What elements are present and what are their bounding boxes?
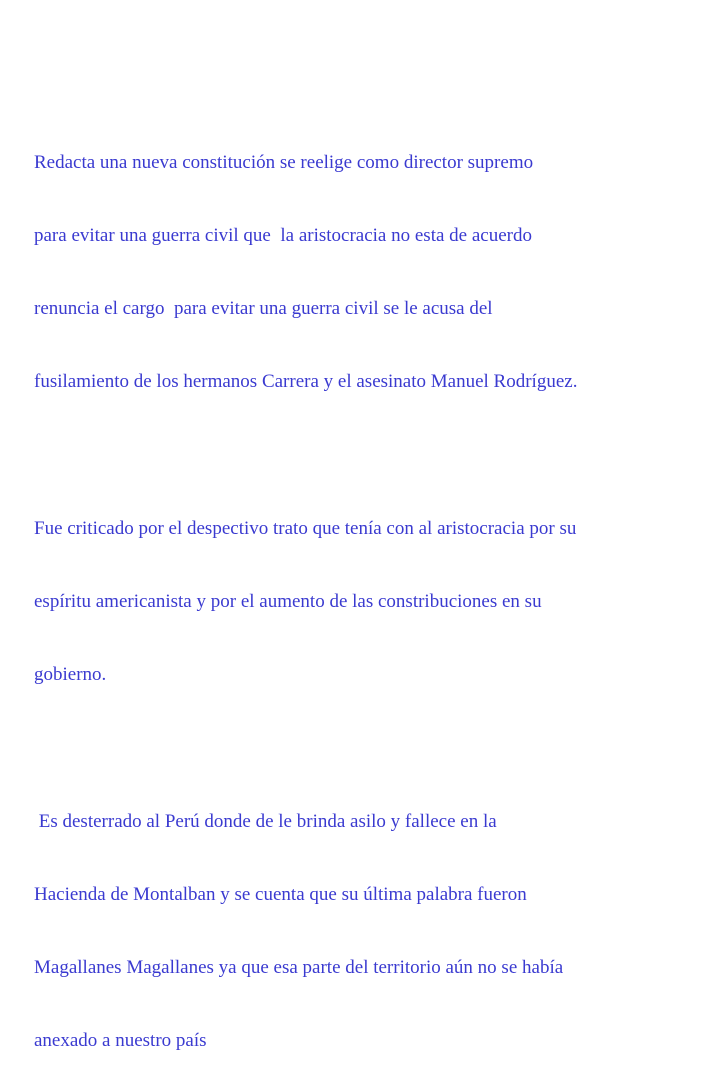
text-line: fusilamiento de los hermanos Carrera y el asesinato Manuel Rodríguez. [34,371,578,393]
paragraph-exile [34,761,724,1092]
slide-text-body [34,102,724,1092]
text-line: Hacienda de Montalban y se cuenta que su última palabra fueron [34,883,527,905]
paragraph-spacer [34,737,724,761]
text-line: Fue criticado por el despectivo trato que tenía con al aristocracia por su [34,517,577,539]
text-line: Redacta una nueva constitución se reelige como director supremo [34,151,534,173]
text-line: espíritu americanista y por el aumento de las constribuciones en su [34,591,542,613]
text-line: Magallanes Magallanes ya que esa parte del territorio aún no se había [34,957,564,979]
paragraph-criticism [34,468,724,736]
text-line: para evitar una guerra civil que la aristocracia no esta de acuerdo [34,225,532,247]
text-line: gobierno. [34,664,107,686]
paragraph-constitution [34,102,724,444]
text-line: renuncia el cargo para evitar una guerra civil se le acusa del [34,298,493,320]
paragraph-spacer [34,444,724,468]
text-line: Es desterrado al Perú donde de le brinda asilo y fallece en la [34,810,497,832]
text-line: anexado a nuestro país [34,1030,207,1052]
